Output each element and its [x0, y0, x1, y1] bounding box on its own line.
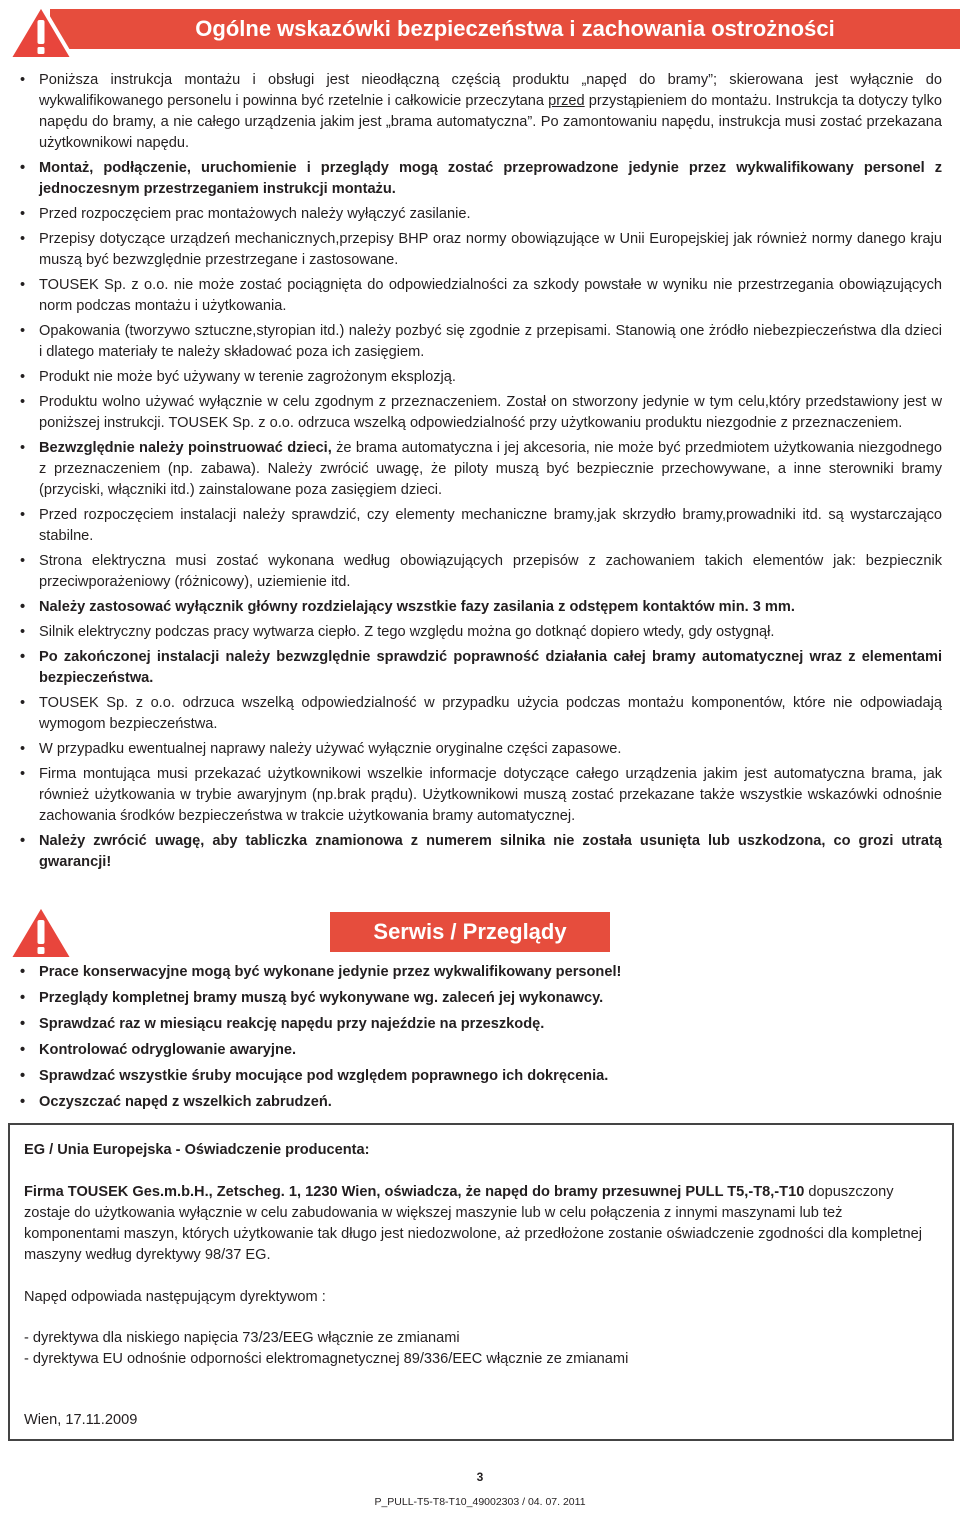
list-item: • Strona elektryczna musi zostać wykonana według obowiązujących przepisów z zachowaniem takich elementów jak: bezpiecznik przeciwporażeniowy (różnicowy), uziemienie itd.	[18, 551, 942, 593]
page-number: 3	[476, 1470, 484, 1484]
list-item: • Montaż, podłączenie, uruchomienie i przeglądy mogą zostać przeprowadzone jedynie przez wykwalifikowany personel z jednoczesnym przestrzeganiem instrukcji montażu.	[18, 158, 942, 200]
safety-title: Ogólne wskazówki bezpieczeństwa i zachowania ostrożności	[195, 16, 835, 41]
declaration-heading: EG / Unia Europejska - Oświadczenie producenta:	[24, 1142, 370, 1158]
declaration-body: Firma TOUSEK Ges.m.b.H., Zetscheg. 1, 1230 Wien, oświadcza, że napęd do bramy przesuwnej PULL T5,-T8,-T10 dopuszczony zostaje do użytkowania wyłącznie w celu zabudowania w większej maszynie lub w celu połączenia z innymi maszynami lub też komponentami maszyn, których użytkowanie tak długo jest niedozwolone, aż przedłożone zostanie oświadczenie zgodności dla kompletnej maszyny według dyrektywy 98/37 EG.	[24, 1184, 923, 1263]
list-item: • Silnik elektryczny podczas pracy wytwarza ciepło. Z tego względu można go dotknąć dopiero wtedy, gdy ostygnął.	[18, 622, 942, 643]
directive-item: - dyrektywa dla niskiego napięcia 73/23/EEG włącznie ze zmianami	[24, 1330, 460, 1346]
list-item: • Przepisy dotyczące urządzeń mechanicznych,przepisy BHP oraz normy obowiązujące w Unii Europejskiej jak również normy danego kraju muszą być bezwzględnie przestrzegane i zastosowane.	[18, 229, 942, 271]
list-item: • Należy zwrócić uwagę, aby tabliczka znamionowa z numerem silnika nie została usunięta lub uszkodzona, co grozi utratą gwarancji!	[18, 831, 942, 873]
declaration-date: Wien, 17.11.2009	[24, 1412, 138, 1428]
list-item: • Bezwzględnie należy poinstruować dzieci, że brama automatyczna i jej akcesoria, nie może być przedmiotem użytkowania niezgodnego z przeznaczeniem (np. zabawa). Należy zwrócić uwagę, że piloty muszą być bezpiecznie przechowywane, a inne sterowniki bramy (przyciski, włączniki itd.) zainstalowane poza zasięgiem dzieci.	[18, 438, 942, 501]
list-item: • Należy zastosować wyłącznik główny rozdzielający wszstkie fazy zasilania z odstępem kontaktów min. 3 mm.	[18, 597, 942, 618]
manufacturer-declaration-box	[8, 1123, 954, 1441]
list-item: • Produkt nie może być używany w terenie zagrożonym eksplozją.	[18, 367, 942, 388]
safety-list	[18, 70, 942, 877]
service-title-bar	[330, 912, 610, 952]
list-item: • Produktu wolno używać wyłącznie w celu zgodnym z przeznaczeniem. Został on stworzony jedynie w tym celu,który przedstawiony jest w poniższej instrukcji. TOUSEK Sp. z o.o. odrzuca wszelką odpowiedzialność przy użytkowaniu produktu niezgodnie z przeznaczeniem.	[18, 392, 942, 434]
list-item: • W przypadku ewentualnej naprawy należy używać wyłącznie oryginalne części zapasowe.	[18, 739, 942, 760]
warning-triangle-icon	[6, 2, 76, 62]
safety-title-bar	[50, 9, 960, 49]
list-item: • Firma montująca musi przekazać użytkownikowi wszelkie informacje dotyczące całego urządzenia jakim jest automatyczna brama, jak również użytkowania w trybie awaryjnym (np.brak prądu). Użytkownikowi muszą zostać przekazane także wszystkie wskazówki odnośnie zachowania środków bezpieczeństwa w trakcie użytkowania bramy automatycznej.	[18, 764, 942, 827]
directive-item: - dyrektywa EU odnośnie odporności elektromagnetycznej 89/336/EEC włącznie ze zmianami	[24, 1351, 629, 1367]
service-section-header	[0, 900, 960, 962]
service-list	[18, 962, 942, 1118]
list-item: • Sprawdzać wszystkie śruby mocujące pod względem poprawnego ich dokręcenia.	[18, 1066, 942, 1087]
warning-triangle-icon	[6, 902, 76, 962]
directives-intro: Napęd odpowiada następującym dyrektywom :	[24, 1289, 326, 1305]
list-item: • Przeglądy kompletnej bramy muszą być wykonywane wg. zaleceń jej wykonawcy.	[18, 988, 942, 1009]
list-item: • Przed rozpoczęciem prac montażowych należy wyłączyć zasilanie.	[18, 204, 942, 225]
list-item: • Po zakończonej instalacji należy bezwzględnie sprawdzić poprawność działania całej bramy automatycznej wraz z elementami bezpieczeństwa.	[18, 647, 942, 689]
safety-section-header	[0, 0, 960, 62]
document-code: P_PULL-T5-T8-T10_49002303 / 04. 07. 2011	[374, 1496, 586, 1508]
list-item: • Poniższa instrukcja montażu i obsługi jest nieodłączną częścią produktu „napęd do bramy”; skierowana jest wyłącznie do wykwalifikowanego personelu i powinna być rzetelnie i całkowicie przeczytana przed przystąpieniem do montażu. Instrukcja ta dotyczy tylko napędu do bramy, a nie całego urządzenia jakim jest „brama automatyczna”. Po zamontowaniu napędu, instrukcja musi zostać przekazana użytkownikowi napędu.	[18, 70, 942, 154]
list-item: • Prace konserwacyjne mogą być wykonane jedynie przez wykwalifikowany personel!	[18, 962, 942, 983]
list-item: • Przed rozpoczęciem instalacji należy sprawdzić, czy elementy mechaniczne bramy,jak skrzydło bramy,prowadniki itd. są wystarczająco stabilne.	[18, 505, 942, 547]
list-item: • Opakowania (tworzywo sztuczne,styropian itd.) należy pozbyć się zgodnie z przepisami. Stanowią one żródło niebezpieczeństwa dla dzieci i dlatego materiały te należy składować poza ich zasięgiem.	[18, 321, 942, 363]
list-item: • TOUSEK Sp. z o.o. nie może zostać pociągnięta do odpowiedzialności za szkody powstałe w wyniku nie przestrzegania obowiązujących norm podczas montażu i użytkowania.	[18, 275, 942, 317]
service-title: Serwis / Przeglądy	[373, 919, 567, 944]
list-item: • Oczyszczać napęd z wszelkich zabrudzeń.	[18, 1092, 942, 1113]
list-item: • TOUSEK Sp. z o.o. odrzuca wszelką odpowiedzialność w przypadku użycia podczas montażu komponentów, które nie odpowiadają wymogom bezpieczeństwa.	[18, 693, 942, 735]
list-item: • Sprawdzać raz w miesiącu reakcję napędu przy najeździe na przeszkodę.	[18, 1014, 942, 1035]
list-item: • Kontrolować odryglowanie awaryjne.	[18, 1040, 942, 1061]
